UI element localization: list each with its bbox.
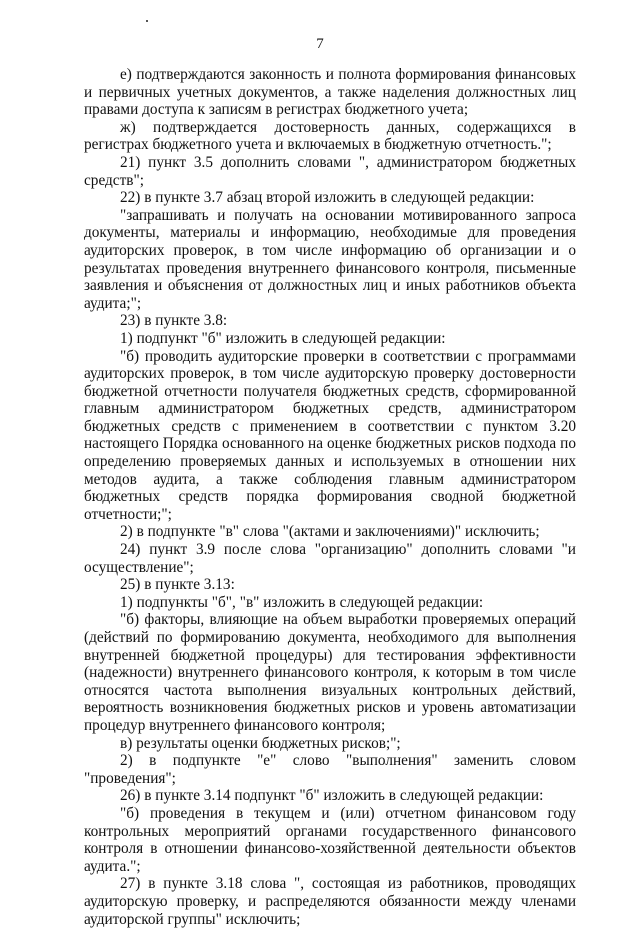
paragraph-25: 25) в пункте 3.13:: [120, 576, 235, 594]
paragraph-23: 23) в пункте 3.8:: [120, 312, 228, 330]
paragraph-24: 24) пункт 3.9 после слова "организацию" дополнить словами "и осуществление";: [84, 541, 576, 576]
paragraph-25-1: 1) подпункты "б", "в" изложить в следующей редакции:: [120, 593, 484, 611]
paragraph-26-quote: "б) проведения в текущем и (или) отчетном финансовом году контрольных мероприятий органами государственного финансового контроля в отношении финансово-хозяйственной деятельности объектов аудита.";: [84, 804, 576, 875]
paragraph-25-2: 2) в подпункте "е" слово "выполнения" заменить словом "проведения";: [84, 752, 576, 787]
paragraph-21: 21) пункт 3.5 дополнить словами ", администратором бюджетных средств";: [84, 153, 576, 189]
document-body: [84, 66, 576, 928]
paragraph-26: 26) в пункте 3.14 подпункт "б" изложить в следующей редакции:: [120, 787, 544, 805]
paragraph-22: 22) в пункте 3.7 абзац второй изложить в следующей редакции:: [120, 189, 535, 207]
paragraph-27: 27) в пункте 3.18 слова ", состоящая из работников, проводящих аудиторскую проверку, и распределяются обязанности между членами аудиторской группы" исключить;: [84, 875, 576, 928]
scan-speck: [146, 20, 148, 22]
paragraph-e: е) подтверждаются законность и полнота формирования финансовых и первичных учетных документов, а также наделения должностных лиц правами доступа к записям в регистрах бюджетного учета;: [84, 66, 576, 119]
paragraph-22-quote: "запрашивать и получать на основании мотивированного запроса документы, материалы и информацию, необходимые для проведения аудиторских проверок, в том числе информацию об организации и о результатах проведения внутреннего финансового контроля, письменные заявления и объяснения от должностных лиц и иных работников объекта аудита;";: [84, 206, 576, 312]
paragraph-zh: ж) подтверждается достоверность данных, содержащихся в регистрах бюджетного учета и включаемых в бюджетную отчетность.";: [84, 118, 576, 154]
page-number: 7: [316, 36, 324, 52]
paragraph-23-2: 2) в подпункте "в" слова "(актами и заключениями)" исключить;: [120, 523, 540, 541]
paragraph-23-quote: "б) проводить аудиторские проверки в соответствии с программами аудиторских проверок, в том числе аудиторскую проверку достоверности бюджетной отчетности получателя бюджетных средств, сформированной главным администратором бюджетных средств, администратором бюджетных средств с применением в соответствии с пунктом 3.20 настоящего Порядка основанного на оценке бюджетных рисков подхода по определению проверяемых данных и используемых в отношении них методов аудита, а также соблюдения главным администратором бюджетных средств порядка формирования сводной бюджетной отчетности;";: [84, 347, 576, 523]
paragraph-25-quote-v: в) результаты оценки бюджетных рисков;";: [120, 734, 401, 752]
paragraph-25-quote-b: "б) факторы, влияющие на объем выработки проверяемых операций (действий по формированию документа, необходимого для выполнения внутренней бюджетной процедуры) для тестирования эффективности (надежности) внутреннего финансового контроля, к которым в том числе относятся частота выполнения визуальных контрольных действий, вероятность возникновения бюджетных рисков и уровень автоматизации процедур внутреннего финансового контроля;: [84, 611, 576, 734]
paragraph-23-1: 1) подпункт "б" изложить в следующей редакции:: [120, 329, 446, 347]
